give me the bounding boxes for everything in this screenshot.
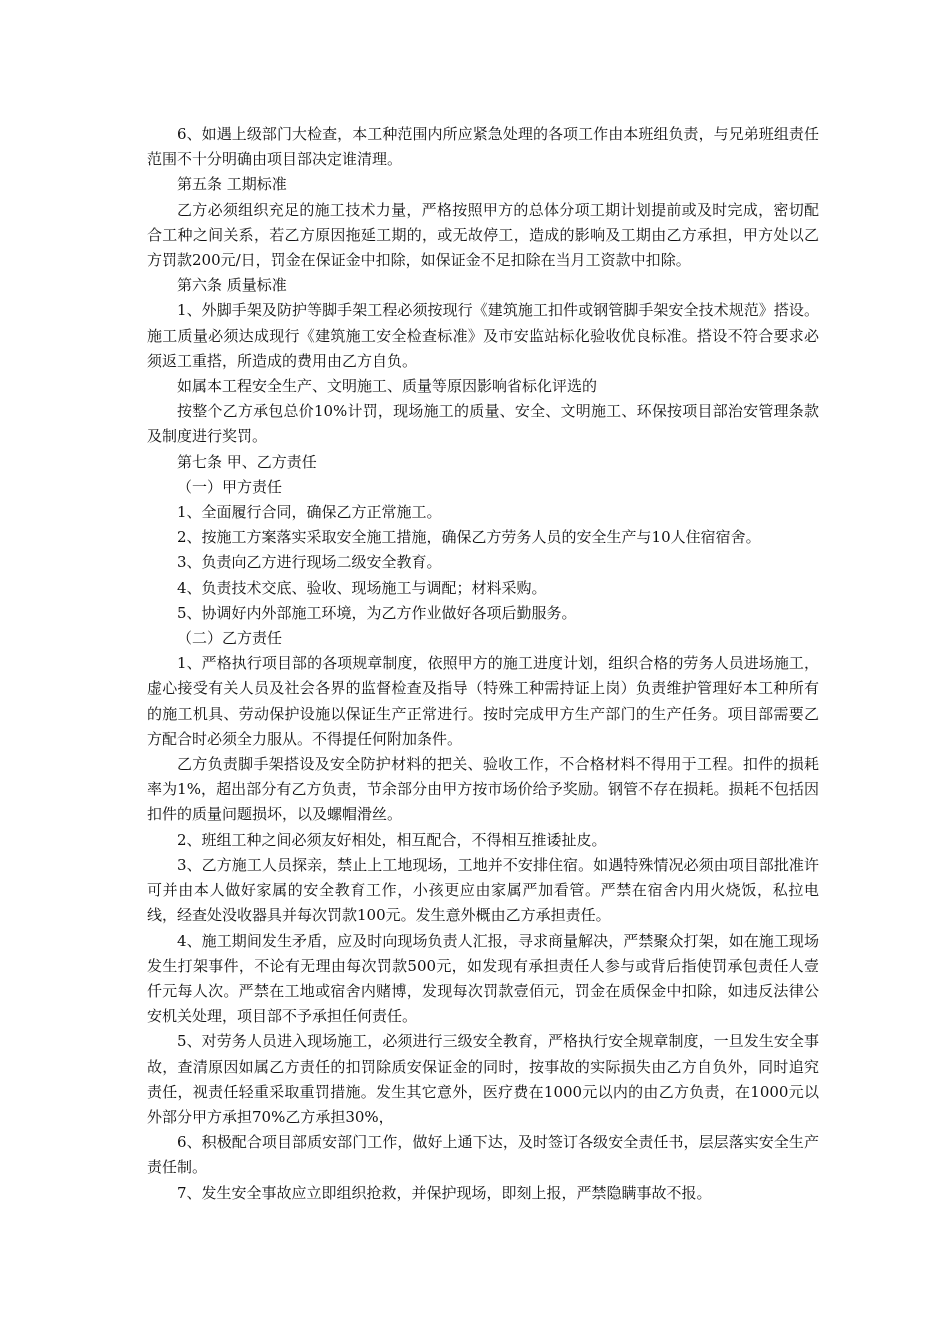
party-a-item-1: 1、全面履行合同，确保乙方正常施工。 [177,503,442,522]
party-a-item-4: 4、负责技术交底、验收、现场施工与调配；材料采购。 [177,578,547,597]
clause-item-6: 6、如遇上级部门大检查，本工种范围内所应紧急处理的各项工作由本班组负责，与兄弟班组责任范围不十分明确由项目部决定谁清理。 [147,125,819,169]
party-a-item-3: 3、负责向乙方进行现场二级安全教育。 [177,553,442,572]
article-7-heading: 第七条 甲、乙方责任 [177,452,317,471]
party-b-item-7: 7、发生安全事故应立即组织抢救，并保护现场，即刻上报，严禁隐瞒事故不报。 [177,1183,712,1202]
party-b-item-4: 4、施工期间发生矛盾，应及时向现场负责人汇报，寻求商量解决，严禁聚众打架，如在施工现场发生打架事件，不论有无理由每次罚款500元，如发现有承担责任人参与或背后指使罚承包责任人壹仟元每人次。严禁在工地或宿舍内赌博，发现每次罚款壹佰元，罚金在质保金中扣除，如违反法律公安机关处理，项目部不予承担任何责任。 [147,931,819,1026]
document-page [147,122,819,1206]
party-b-item-6: 6、积极配合项目部质安部门工作，做好上通下达，及时签订各级安全责任书，层层落实安全生产责任制。 [147,1133,819,1177]
schedule-standard-paragraph: 乙方必须组织充足的施工技术力量，严格按照甲方的总体分项工期计划提前或及时完成，密切配合工种之间关系，若乙方原因拖延工期的，或无故停工，造成的影响及工期由乙方承担，甲方处以乙方罚款200元/日，罚金在保证金中扣除，如保证金不足扣除在当月工资款中扣除。 [147,200,819,270]
party-b-item-1-continued: 乙方负责脚手架搭设及安全防护材料的把关、验收工作，不合格材料不得用于工程。扣件的损耗率为1%，超出部分有乙方负责，节余部分由甲方按市场价给予奖励。钢管不存在损耗。损耗不包括因扣件的质量问题损坏，以及螺帽滑丝。 [147,755,819,824]
party-b-item-5: 5、对劳务人员进入现场施工，必须进行三级安全教育，严格执行安全规章制度，一旦发生安全事故，查清原因如属乙方责任的扣罚除质安保证金的同时，按事故的实际损失由乙方自负外，同时追究责任，视责任轻重采取重罚措施。发生其它意外，医疗费在1000元以内的由乙方负责，在1000元以外部分甲方承担70%乙方承担30%， [147,1032,819,1126]
party-b-item-1: 1、严格执行项目部的各项规章制度，依照甲方的施工进度计划，组织合格的劳务人员进场施工，虚心接受有关人员及社会各界的监督检查及指导（特殊工种需持证上岗）负责维护管理好本工种所有的施工机具、劳动保护设施以保证生产正常进行。按时完成甲方生产部门的生产任务。项目部需要乙方配合时必须全力服从。不得提任何附加条件。 [147,654,819,748]
article-6-heading: 第六条 质量标准 [177,276,287,295]
quality-standard-paragraph: 1、外脚手架及防护等脚手架工程必须按现行《建筑施工扣件或钢管脚手架安全技术规范》搭设。施工质量必须达成现行《建筑施工安全检查标准》及市安监站标化验收优良标准。搭设不符合要求必须返工重搭，所造成的费用由乙方自负。 [147,301,819,370]
party-b-subheading: （二）乙方责任 [177,629,283,648]
party-b-item-3: 3、乙方施工人员探亲，禁止上工地现场，工地并不安排住宿。如遇特殊情况必须由项目部批准许可并由本人做好家属的安全教育工作，小孩更应由家属严加看管。严禁在宿舍内用火烧饭，私拉电线，经查处没收器具并每次罚款100元。发生意外概由乙方承担责任。 [147,855,819,925]
article-5-heading: 第五条 工期标准 [177,175,287,194]
party-a-subheading: （一）甲方责任 [177,477,283,496]
party-b-item-2: 2、班组工种之间必须友好相处，相互配合，不得相互推诿扯皮。 [177,830,607,849]
penalty-paragraph: 按整个乙方承包总价10%计罚，现场施工的质量、安全、文明施工、环保按项目部治安管理条款及制度进行奖罚。 [147,402,819,446]
provincial-evaluation-paragraph: 如属本工程安全生产、文明施工、质量等原因影响省标化评选的 [177,377,598,396]
party-a-item-2: 2、按施工方案落实采取安全施工措施，确保乙方劳务人员的安全生产与10人住宿宿舍。 [177,528,761,547]
party-a-item-5: 5、协调好内外部施工环境，为乙方作业做好各项后勤服务。 [177,603,577,622]
